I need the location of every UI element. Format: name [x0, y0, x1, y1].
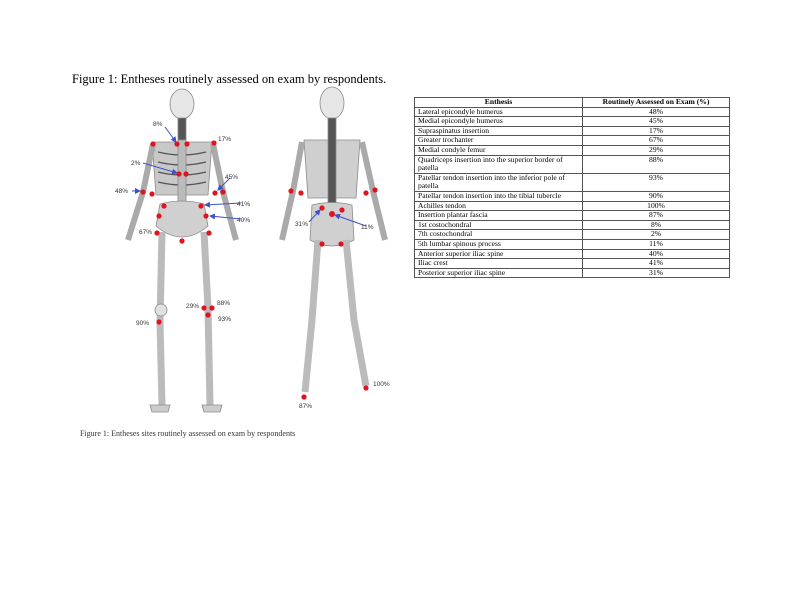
percent-value: 100% [583, 201, 730, 211]
marker [140, 189, 145, 194]
table-row [415, 249, 730, 259]
marker [156, 319, 161, 324]
label-supraspinatus: 17% [218, 136, 232, 143]
marker [174, 141, 179, 146]
enthesis-name: Medial epicondyle humerus [415, 117, 583, 127]
entheses-table [414, 97, 730, 278]
marker [209, 305, 214, 310]
table-row [415, 230, 730, 240]
enthesis-name: Achilles tendon [415, 201, 583, 211]
enthesis-name: 5th lumbar spinous process [415, 239, 583, 249]
enthesis-name: Insertion plantar fascia [415, 211, 583, 221]
percent-value: 2% [583, 230, 730, 240]
marker [203, 213, 208, 218]
marker [206, 230, 211, 235]
table-row [415, 211, 730, 221]
enthesis-name: 1st costochondral [415, 220, 583, 230]
figure-title: Figure 1: Entheses routinely assessed on exam by respondents. [72, 72, 387, 86]
enthesis-name: Quadriceps insertion into the superior border of patella [415, 155, 583, 173]
marker [372, 187, 377, 192]
marker [149, 191, 154, 196]
enthesis-name: Patellar tendon insertion into the inferior pole of patella [415, 173, 583, 191]
marker [298, 190, 303, 195]
enthesis-name: 7th costochondral [415, 230, 583, 240]
marker [183, 171, 188, 176]
percent-value: 93% [583, 173, 730, 191]
marker [179, 238, 184, 243]
table-row [415, 145, 730, 155]
label-patellar-inferior: 93% [218, 316, 232, 323]
enthesis-name: Posterior superior iliac spine [415, 268, 583, 278]
percent-value: 40% [583, 249, 730, 259]
marker [301, 394, 306, 399]
marker [220, 189, 225, 194]
percent-value: 90% [583, 191, 730, 201]
percent-value: 8% [583, 220, 730, 230]
marker [201, 305, 206, 310]
marker [319, 241, 324, 246]
label-7th-costochondral: 2% [131, 160, 141, 167]
marker [176, 171, 181, 176]
marker [338, 241, 343, 246]
marker [198, 203, 203, 208]
percent-value: 67% [583, 136, 730, 146]
percent-value: 17% [583, 126, 730, 136]
marker [363, 385, 368, 390]
table-row [415, 155, 730, 173]
label-achilles: 100% [373, 381, 390, 388]
table-row [415, 173, 730, 191]
enthesis-name: Supraspinatus insertion [415, 126, 583, 136]
enthesis-name: Medial condyle femur [415, 145, 583, 155]
table-header-row [415, 98, 730, 108]
table-body [415, 107, 730, 278]
marker [363, 190, 368, 195]
enthesis-name: Patellar tendon insertion into the tibial tubercle [415, 191, 583, 201]
marker [339, 207, 344, 212]
label-medial-epicondyle: 45% [225, 174, 239, 181]
header-percent: Routinely Assessed on Exam (%) [583, 98, 730, 108]
label-quadriceps: 88% [217, 300, 231, 307]
percent-value: 31% [583, 268, 730, 278]
label-lateral-epicondyle: 48% [115, 188, 129, 195]
table-row [415, 117, 730, 127]
table-row [415, 239, 730, 249]
percent-value: 41% [583, 259, 730, 269]
percent-value: 48% [583, 107, 730, 117]
percent-value: 11% [583, 239, 730, 249]
marker [184, 141, 189, 146]
marker [211, 140, 216, 145]
table-row [415, 268, 730, 278]
label-asis: 40% [237, 217, 251, 224]
marker [329, 211, 335, 217]
marker [156, 213, 161, 218]
label-medial-condyle: 29% [186, 303, 200, 310]
enthesis-name: Iliac crest [415, 259, 583, 269]
back-skeleton [282, 87, 385, 392]
marker [154, 230, 159, 235]
label-iliac-crest: 41% [237, 201, 251, 208]
label-psis: 31% [295, 221, 309, 228]
percent-value: 45% [583, 117, 730, 127]
label-1st-costochondral: 8% [153, 121, 163, 128]
header-enthesis: Enthesis [415, 98, 583, 108]
label-greater-trochanter: 67% [139, 229, 153, 236]
figure-caption: Figure 1: Entheses sites routinely assessed on exam by respondents [80, 429, 296, 438]
marker [288, 188, 293, 193]
enthesis-name: Anterior superior iliac spine [415, 249, 583, 259]
percent-value: 29% [583, 145, 730, 155]
marker [161, 203, 166, 208]
label-tibial-tubercle: 90% [136, 320, 150, 327]
marker [150, 141, 155, 146]
enthesis-name: Lateral epicondyle humerus [415, 107, 583, 117]
marker [212, 190, 217, 195]
label-l5-spinous: 11% [361, 224, 374, 231]
label-plantar-fascia: 87% [299, 403, 313, 410]
table-row [415, 259, 730, 269]
percent-value: 87% [583, 211, 730, 221]
marker [319, 205, 324, 210]
table-row [415, 191, 730, 201]
enthesis-name: Greater trochanter [415, 136, 583, 146]
percent-value: 88% [583, 155, 730, 173]
marker [205, 312, 210, 317]
